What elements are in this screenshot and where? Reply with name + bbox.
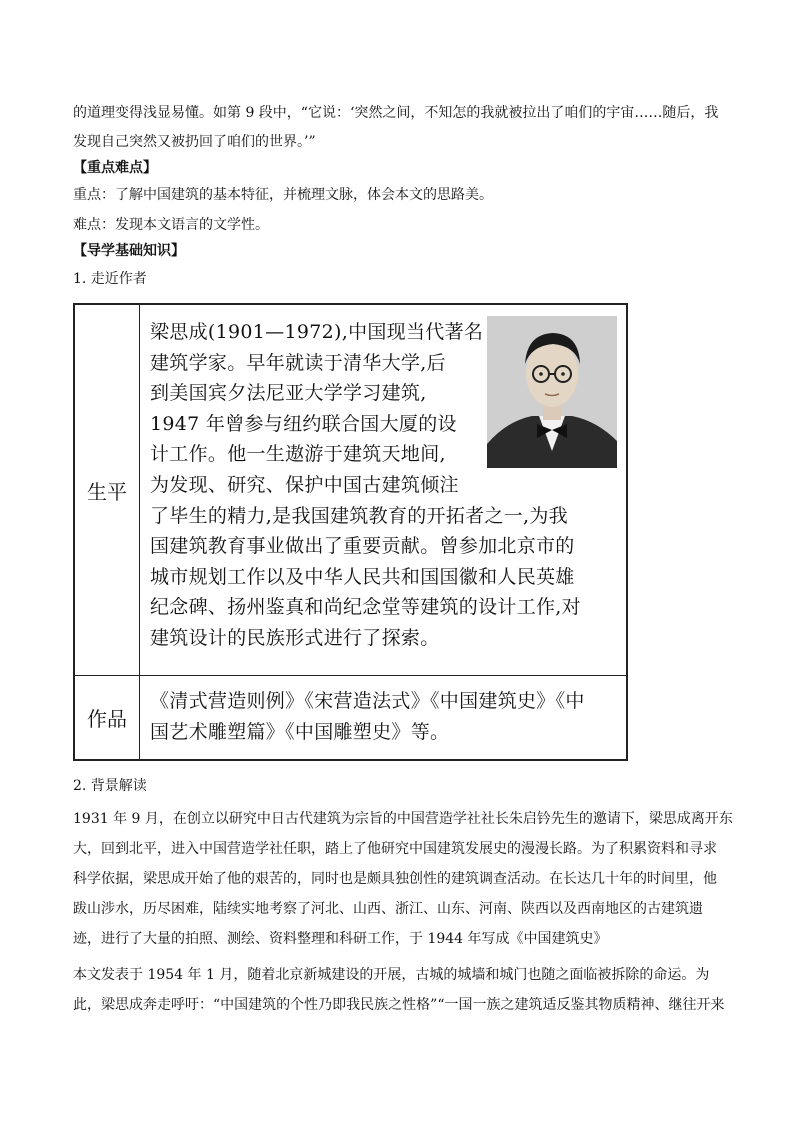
life-line: 1947 年曾参与纽约联合国大厦的设 xyxy=(150,413,457,435)
life-line: 梁思成(1901—1972),中国现当代著名 xyxy=(150,321,484,343)
background-line: 此，梁思成奔走呼吁：“中国建筑的个性乃即我民族之性格”“一国一族之建筑适反鉴其物质精神、继往开来 xyxy=(73,997,725,1013)
life-line: 建筑设计的民族形式进行了探索。 xyxy=(150,627,440,649)
author-portrait-photo xyxy=(487,316,617,468)
life-line: 计工作。他一生遨游于建筑天地间, xyxy=(150,443,446,465)
guide-item-background: 2. 背景解读 xyxy=(73,778,147,794)
background-line: 本文发表于 1954 年 1 月，随着北京新城建设的开展，古城的城墙和城门也随之面临被拆除的命运。为 xyxy=(73,967,710,983)
life-line: 建筑学家。早年就读于清华大学,后 xyxy=(150,352,446,374)
life-label: 生平 xyxy=(75,305,140,675)
life-line: 到美国宾夕法尼亚大学学习建筑, xyxy=(150,382,427,404)
works-label: 作品 xyxy=(75,676,140,759)
life-line: 城市规划工作以及中华人民共和国国徽和人民英雄 xyxy=(150,566,575,588)
life-line: 国建筑教育事业做出了重要贡献。曾参加北京市的 xyxy=(150,535,575,557)
works-line: 《清式营造则例》《宋营造法式》《中国建筑史》《中 xyxy=(150,690,585,712)
focus-line: 重点：了解中国建筑的基本特征，并梳理文脉，体会本文的思路美。 xyxy=(73,187,493,203)
life-line: 纪念碑、扬州鉴真和尚纪念堂等建筑的设计工作,对 xyxy=(150,596,581,618)
background-line: 跋山涉水，历尽困难，陆续实地考察了河北、山西、浙江、山东、河南、陕西以及西南地区的古建筑遗 xyxy=(73,901,703,917)
works-line: 国艺术雕塑篇》《中国雕塑史》等。 xyxy=(150,721,450,743)
guide-heading: 【导学基础知识】 xyxy=(73,243,185,259)
portrait-illustration xyxy=(487,316,617,468)
background-line: 1931 年 9 月，在创立以研究中日古代建筑为宗旨的中国营造学社社长朱启钤先生的邀请下，梁思成离开东 xyxy=(73,811,733,827)
background-line: 科学依据，梁思成开始了他的艰苦的，同时也是颇具独创性的建筑调查活动。在长达几十年的时间里，他 xyxy=(73,871,717,887)
life-line: 了毕生的精力,是我国建筑教育的开拓者之一,为我 xyxy=(150,505,568,527)
intro-line-2: 发现自己突然又被扔回了咱们的世界。’” xyxy=(73,134,316,150)
works-row xyxy=(75,676,626,759)
guide-item-author: 1. 走近作者 xyxy=(73,271,147,287)
background-line: 大，回到北平，进入中国营造学社任职，踏上了他研究中国建筑发展史的漫漫长路。为了积累资料和寻求 xyxy=(73,841,717,857)
key-points-heading: 【重点难点】 xyxy=(73,160,157,176)
life-line: 为发现、研究、保护中国古建筑倾注 xyxy=(150,474,459,496)
difficulty-line: 难点：发现本文语言的文学性。 xyxy=(73,217,269,233)
background-line: 迹，进行了大量的拍照、测绘、资料整理和科研工作，于 1944 年写成《中国建筑史》 xyxy=(73,931,608,947)
intro-line-1: 的道理变得浅显易懂。如第 9 段中，“它说：‘突然之间，不知怎的我就被拉出了咱们的宇宙……随后，我 xyxy=(73,105,719,121)
